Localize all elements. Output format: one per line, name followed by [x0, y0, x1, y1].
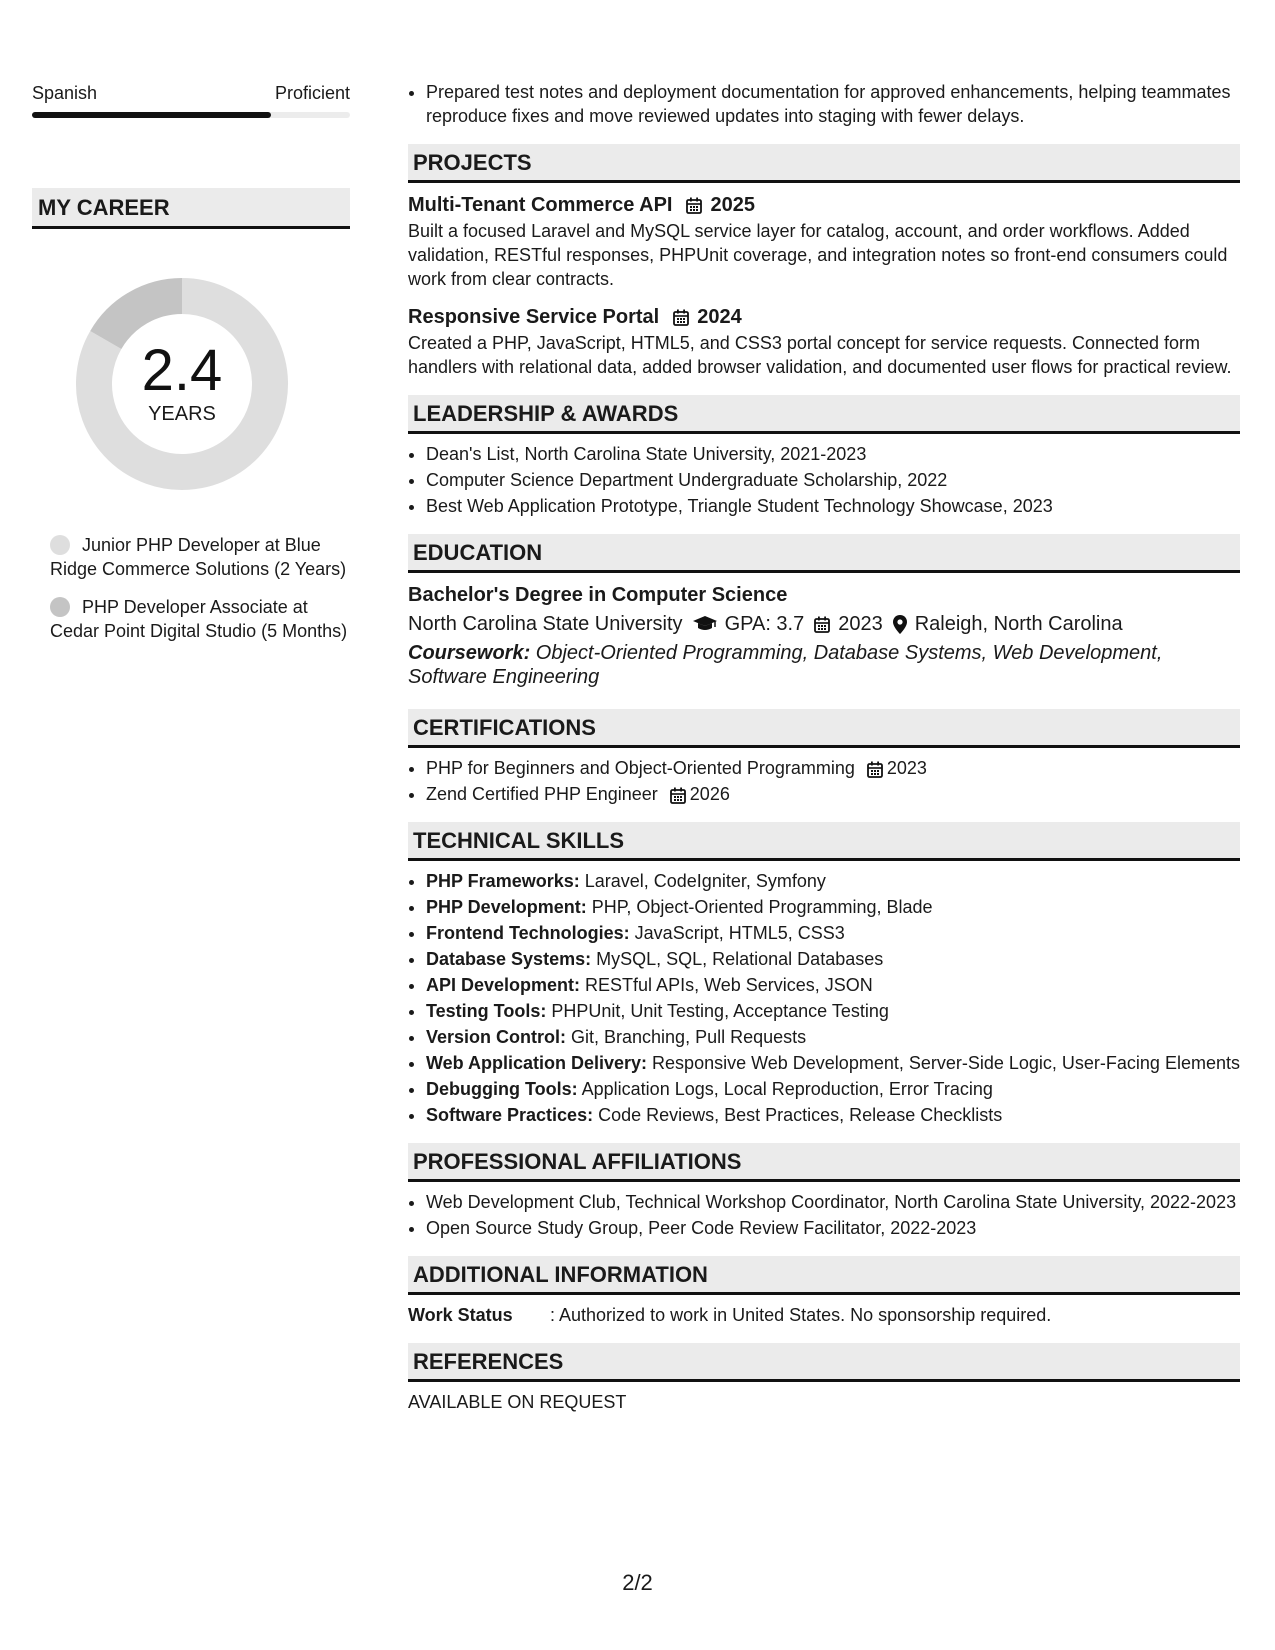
award-item: • Dean's List, North Carolina State University, 2021-2023	[426, 442, 1240, 466]
awards-heading: LEADERSHIP & AWARDS	[408, 395, 1240, 434]
certification-name: PHP for Beginners and Object-Oriented Programming	[426, 758, 855, 778]
main-content	[408, 80, 1240, 1414]
skill-label: PHP Development:	[426, 897, 587, 917]
skill-item	[426, 1025, 1240, 1049]
project-description: Built a focused Laravel and MySQL service layer for catalog, account, and order workflows. Added validation, RESTful responses, PHPUnit coverage, and integration notes so front-end consumers could work from clear contracts.	[408, 221, 1228, 289]
skill-value: RESTful APIs, Web Services, JSON	[580, 975, 873, 995]
project-title: Multi-Tenant Commerce API	[408, 194, 673, 216]
education-location: Raleigh, North Carolina	[914, 613, 1123, 635]
education-details	[408, 609, 1240, 639]
education-degree: Bachelor's Degree in Computer Science	[408, 584, 788, 606]
career-item	[50, 595, 350, 643]
work-status-value: : Authorized to work in United States. No sponsorship required.	[550, 1305, 1052, 1325]
skill-value: PHPUnit, Unit Testing, Acceptance Testing	[546, 1001, 889, 1021]
skill-label: Debugging Tools:	[426, 1079, 578, 1099]
certifications-list	[408, 756, 1240, 806]
language-level-bar	[32, 112, 350, 118]
skill-item	[426, 1051, 1240, 1075]
education-gpa: GPA: 3.7	[724, 613, 805, 635]
certification-name: Zend Certified PHP Engineer	[426, 784, 658, 804]
calendar-icon	[814, 616, 830, 633]
skill-value: PHP, Object-Oriented Programming, Blade	[586, 897, 933, 917]
affiliations-list	[408, 1190, 1240, 1240]
coursework-text: Object-Oriented Programming, Database Systems, Web Development, Software Engineering	[408, 642, 1163, 688]
project-title-row	[408, 191, 1240, 219]
skill-label: Testing Tools:	[426, 1001, 547, 1021]
project-year: 2025	[710, 194, 755, 216]
calendar-icon	[686, 197, 702, 214]
skill-label: Version Control:	[426, 1027, 567, 1047]
project-description: Created a PHP, JavaScript, HTML5, and CSS3 portal concept for service requests. Connected form handlers with relational data, added browser validation, and documented user flows for practical review.	[408, 333, 1232, 377]
donut-center	[67, 269, 297, 499]
language-level-fill	[32, 112, 271, 118]
skills-list	[408, 869, 1240, 1127]
skill-label: PHP Frameworks:	[426, 871, 580, 891]
certifications-heading: CERTIFICATIONS	[408, 709, 1240, 748]
references-text: AVAILABLE ON REQUEST	[408, 1392, 627, 1412]
career-item-text: PHP Developer Associate at Cedar Point Digital Studio (5 Months)	[50, 597, 348, 641]
career-dot-icon	[50, 597, 70, 617]
additional-info-heading: ADDITIONAL INFORMATION	[408, 1256, 1240, 1295]
career-heading: MY CAREER	[32, 188, 350, 229]
affiliations-heading: PROFESSIONAL AFFILIATIONS	[408, 1143, 1240, 1182]
skill-item	[426, 999, 1240, 1023]
language-row	[32, 80, 350, 106]
career-total-value: 2.4	[141, 338, 223, 403]
skills-heading: TECHNICAL SKILLS	[408, 822, 1240, 861]
skill-value: Laravel, CodeIgniter, Symfony	[579, 871, 826, 891]
career-total-unit: YEARS	[148, 403, 216, 425]
skill-label: Database Systems:	[426, 949, 592, 969]
education-year: 2023	[838, 613, 883, 635]
skill-item	[426, 895, 1240, 919]
experience-bullet: • Prepared test notes and deployment documentation for approved enhancements, helping teammates reproduce fixes and move reviewed updates into staging with fewer delays.	[426, 80, 1240, 128]
projects-heading: PROJECTS	[408, 144, 1240, 183]
calendar-icon	[670, 787, 686, 804]
language-level: Proficient	[274, 83, 350, 103]
career-list	[32, 533, 350, 643]
skill-value: Responsive Web Development, Server-Side Logic, User-Facing Elements	[647, 1053, 1240, 1073]
career-item	[50, 533, 350, 581]
calendar-icon	[867, 761, 883, 778]
calendar-icon	[673, 309, 689, 326]
project-item	[408, 303, 1240, 379]
experience-tail-list	[408, 80, 1240, 128]
project-title-row	[408, 303, 1240, 331]
skill-label: Frontend Technologies:	[426, 923, 630, 943]
skill-label: API Development:	[426, 975, 581, 995]
project-item	[408, 191, 1240, 291]
project-year: 2024	[697, 306, 742, 328]
award-item: • Best Web Application Prototype, Triangle Student Technology Showcase, 2023	[426, 494, 1240, 518]
skill-item	[426, 1103, 1240, 1127]
skill-value: Git, Branching, Pull Requests	[566, 1027, 807, 1047]
affiliation-item: • Web Development Club, Technical Workshop Coordinator, North Carolina State University, 2022-2023	[426, 1190, 1240, 1214]
skill-item	[426, 947, 1240, 971]
skill-value: MySQL, SQL, Relational Databases	[591, 949, 884, 969]
coursework-label: Coursework:	[408, 642, 531, 664]
work-status-label: Work Status	[408, 1305, 513, 1325]
awards-list	[408, 442, 1240, 518]
location-pin-icon	[893, 615, 907, 634]
career-dot-icon	[50, 535, 70, 555]
skill-item	[426, 869, 1240, 893]
skill-label: Web Application Delivery:	[426, 1053, 648, 1073]
skill-value: Code Reviews, Best Practices, Release Checklists	[593, 1105, 1003, 1125]
skill-value: Application Logs, Local Reproduction, Error Tracing	[577, 1079, 993, 1099]
certification-year: 2026	[689, 784, 730, 804]
language-name: Spanish	[32, 83, 98, 103]
certification-item	[426, 782, 1240, 806]
education-school: North Carolina State University	[408, 613, 683, 635]
skill-label: Software Practices:	[426, 1105, 594, 1125]
skill-value: JavaScript, HTML5, CSS3	[629, 923, 845, 943]
references-heading: REFERENCES	[408, 1343, 1240, 1382]
career-item-text: Junior PHP Developer at Blue Ridge Commerce Solutions (2 Years)	[50, 535, 347, 579]
award-item: • Computer Science Department Undergraduate Scholarship, 2022	[426, 468, 1240, 492]
education-heading: EDUCATION	[408, 534, 1240, 573]
sidebar	[32, 80, 350, 657]
skill-item	[426, 1077, 1240, 1101]
project-title: Responsive Service Portal	[408, 306, 660, 328]
page-number: 2/2	[622, 1570, 653, 1595]
certification-item	[426, 756, 1240, 780]
career-donut-chart	[67, 269, 297, 499]
education-coursework	[408, 641, 1240, 689]
certification-year: 2023	[886, 758, 927, 778]
affiliation-item: • Open Source Study Group, Peer Code Review Facilitator, 2022-2023	[426, 1216, 1240, 1240]
work-status-row	[408, 1303, 1240, 1327]
graduation-cap-icon	[693, 616, 717, 632]
skill-item	[426, 921, 1240, 945]
skill-item	[426, 973, 1240, 997]
